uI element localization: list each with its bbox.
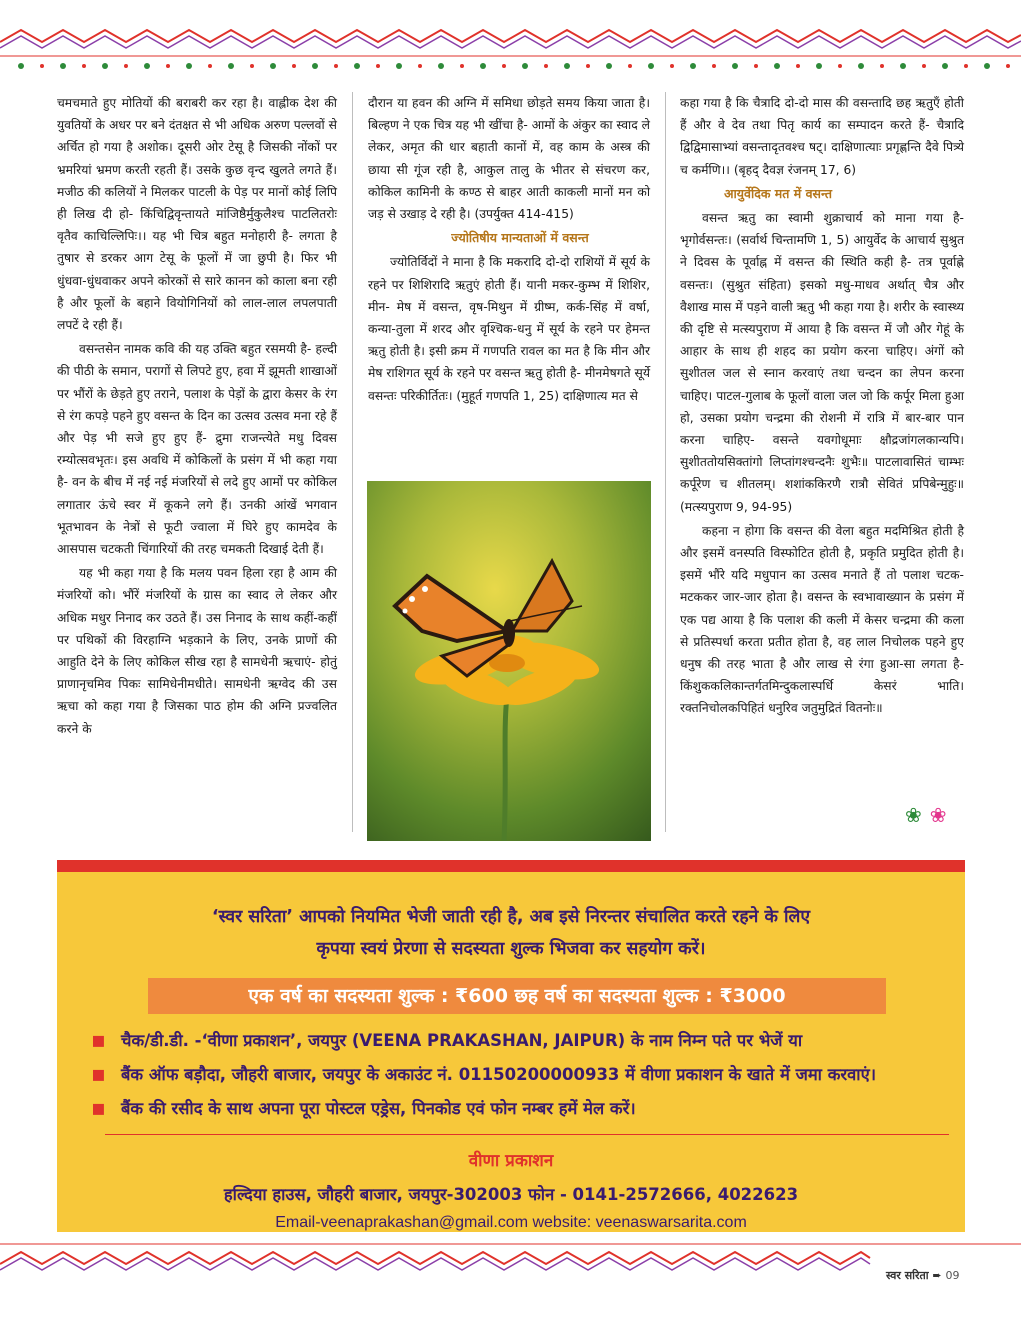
- banner-line-1: ‘स्वर सरिता’ आपको नियमित भेजी जाती रही है, अब इसे निरन्तर संचालित करते रहने के लिए: [211, 907, 811, 927]
- column-divider: [665, 92, 666, 832]
- list-item: ▪ बैंक की रसीद के साथ अपना पूरा पोस्टल एड्रेस, पिनकोड एवं फोन नम्बर हमें मेल करें।: [87, 1092, 957, 1126]
- banner-divider: [105, 1134, 949, 1135]
- page-number: 09: [945, 1269, 960, 1282]
- section-heading: आयुर्वेदिक मत में वसन्त: [724, 185, 832, 201]
- subscription-banner: [57, 872, 965, 1232]
- column-divider: [352, 92, 353, 832]
- list-item: ▪ बैंक ऑफ बड़ौदा, जौहरी बाजार, जयपुर के अकाउंट नं. 01150200000933 में वीणा प्रकाशन के खाते में जमा करवाएं।: [87, 1058, 957, 1092]
- flower-ornament-icon: [905, 805, 947, 825]
- paragraph: दौरान या हवन की अग्नि में समिधा छोड़ते समय किया जाता है। बिल्हण ने एक चित्र यह भी खींचा है- आमों के अंकुर का स्वाद ले लेकर, अमृत की धार बहाती कानों में, वह काम के अस्त्र की छाया सी गूंज रही है, आकुल तालु के भीतर से संचरण कर, कोकिल कामिनी के कण्ठ से बाहर आती काकली मानों मन को जड़ से उखाड़ दे रही है। (उपर्युक्त 414-415): [368, 96, 651, 222]
- payment-instructions: [87, 1024, 957, 1126]
- butterfly-photo: [367, 481, 651, 841]
- paragraph: यह भी कहा गया है कि मलय पवन हिला रहा है आम की मंजरियों को। भौंरें मंजरियों के ग्रास का स्वाद ले लेकर और अधिक मधुर निनाद कर उठते हैं। उस निनाद के साथ कहीं-कहीं पर पथिकों की विरहाग्नि भड़काने के लिए, उनके प्राणों की आहुति देने के लिए कोकिल सीख रहा है सामधेनी ऋचाएं- होतुं प्राणानृचमिव पिकः सामिधेनीमधीते। सामधेनी ऋग्वेद की उस ऋचा को कहा गया है जिसका पाठ होम की अग्नि प्रज्वलित करने के: [57, 566, 337, 736]
- paragraph: कहा गया है कि चैत्रादि दो-दो मास की वसन्तादि छह ऋतुएँ होती हैं और वे देव तथा पितृ कार्य का सम्पादन करते हैं- चैत्रादि द्विद्विमासाभ्यां वसन्तादृतवश्च षट्। दाक्षिणात्याः प्रगृह्णन्ति दैवे पित्र्ये च कर्मणि।। (बृहद् दैवज्ञ रंजनम् 17, 6): [680, 96, 964, 177]
- article-column-2: [368, 92, 650, 407]
- banner-top-stripe: [57, 860, 965, 872]
- paragraph: ज्योतिर्विदों ने माना है कि मकरादि दो-दो राशियों में सूर्य के रहने पर शिशिरादि ऋतुएं होती हैं। यानी मकर-कुम्भ में शिशिर, मीन- मेष में वसन्त, वृष-मिथुन में ग्रीष्म, कर्क-सिंह में वर्षा, कन्या-तुला में शरद और वृश्चिक-धनु में सूर्य के रहने पर हेमन्त ऋतु होती है। इसी क्रम में गणपति रावल का मत है कि मीन और मेष राशिगत सूर्य के रहने पर वसन्त ऋतु होती है- मीनमेषगते सूर्ये वसन्तः परिकीर्तितः। (मुहूर्त गणपति 1, 25) दाक्षिणात्य मत से: [368, 255, 650, 403]
- green-flower-icon: ❀: [905, 803, 922, 827]
- paragraph: वसन्त ऋतु का स्वामी शुक्राचार्य को माना गया है- भृगोर्वसन्तः। (सर्वार्थ चिन्तामणि 1, 5) आयुर्वेद के आचार्य सुश्रुत ने दिवस के पूर्वाह्न में वसन्त की स्थिति कही है- तत्र पूर्वाह्णे वसन्तः। (सुश्रुत संहिता) इसको मधु-माधव अर्थात् चैत्र और वैशाख मास में पड़ने वाली ऋतु भी कहा गया है। शरीर के स्वास्थ्य की दृष्टि से मत्स्यपुराण में आया है कि वसन्त में जौ और गेहूं के आहार के साथ ही शहद का प्रयोग करना चाहिए। अंगों को सुशीतल जल से स्नान करवाएं तथा चन्दन का लेपन करना चाहिए। पाटल-गुलाब के फूलों वाला जल जो कि कर्पूर मिला हुआ हो, उसका प्रयोग चन्द्रमा की रोशनी में रात्रि में बार-बार पान करना चाहिए- वसन्ते यवगोधूमाः क्षौद्रजांगलकान्यपि। सुशीततोयसिक्तांगो लिप्तांगश्चन्दनैः शुभैः॥ पाटलावासितं चाम्भः कर्पूरेण च शीतलम्। शशांककिरणै रात्रौ सेवितं प्रपिबेन्मुहुः॥ (मत्स्यपुराण 9, 94-95): [680, 211, 964, 514]
- paragraph: वसन्तसेन नामक कवि की यह उक्ति बहुत रसमयी है- हल्दी की पीठी के समान, परागों से लिपटे हुए, हवा में झूमती शाखाओं पर भौंरों के छेड़ते हुए तराने, पलाश के पेड़ों के द्वारा केसर के रंग से रंग कपड़े पहने हुए वसन्त के दिन का उत्सव उत्सव मना रहे हैं और पेड़ भी सजे हुए हुए हैं- द्रुमा राजन्त्येते मधु दिवस रम्योत्सवभृतः। इस अवधि में कोकिलों के प्रसंग में भी कहा गया है- वन के बीच में नई नई मंजरियों से लदे हुए आमों पर कोकिल लगातार ऊंचे स्वर में कूकने लगे हैं। उनकी आंखें भगवान भूतभावन के नेत्रों से फूटी ज्वाला में घिरे हुए कामदेव के आसपास चटकती चिंगारियों की तरह चमकती दिखाई देती हैं।: [57, 342, 337, 557]
- magazine-name: स्वर सरिता: [886, 1269, 929, 1282]
- subscription-fee: एक वर्ष का सदस्यता शुल्क : ₹600 छह वर्ष का सदस्यता शुल्क : ₹3000: [148, 978, 886, 1014]
- publisher-contact[interactable]: Email-veenaprakashan@gmail.com website: veenaswarsarita.com: [275, 1214, 747, 1231]
- section-heading: ज्योतिषीय मान्यताओं में वसन्त: [451, 230, 589, 246]
- list-item: ▪ चैक/डी.डी. -‘वीणा प्रकाशन’, जयपुर (VEENA PRAKASHAN, JAIPUR) के नाम निम्न पते पर भेजें या: [87, 1024, 957, 1058]
- arrow-icon: ➨: [932, 1269, 942, 1282]
- article-column-3: [680, 92, 964, 720]
- top-decorative-border: [0, 28, 1021, 76]
- publisher-name: वीणा प्रकाशन: [468, 1151, 554, 1171]
- page-footer: [886, 1268, 960, 1283]
- pink-flower-icon: ❀: [929, 803, 947, 827]
- bottom-decorative-border: [0, 1238, 1021, 1278]
- article-column-1: [57, 92, 337, 740]
- paragraph: कहना न होगा कि वसन्त की वेला बहुत मदमिश्रित होती है और इसमें वनस्पति विस्फोटित होती है, प्रकृति प्रमुदित होती है। इसमें भौंरे यदि मधुपान का उत्सव मनाते हैं तो पलाश चटक-मटककर जार-जार होता है। वसन्त के स्वभावाख्यान के प्रसंग में एक पद्य आया है कि पलाश की कली में केसर चन्द्रमा की कला से प्रतिस्पर्धा करता प्रतीत होता है, वह लाल निचोलक पहने हुए धनुष की तरह भाता है और लाख से रंगा हुआ-सा लगता है- किंशुककलिकान्तर्गतमिन्दुकलास्पर्धि केसरं भाति। रक्तनिचोलकपिहितं धनुरिव जतुमुद्रितं वितनोः॥: [680, 523, 964, 716]
- paragraph: चमचमाते हुए मोतियों की बराबरी कर रहा है। वाह्लीक देश की युवतियों के अधर पर बने दंतक्षत से भी अधिक अरुण पल्लवों से अर्चित हो गया है अशोक। दूसरी ओर टेसू है जिसकी नोंकों पर भ्रमरियां भ्रमण करती रहती हैं। उसके कुछ वृन्द खुलते लगते हैं। मजीठ की कलियों ने मिलकर पाटली के पेड़ पर मानों कोई लिपि ही लिख दी हो- किंचिद्विवृन्तायते मांजिष्ठैर्मुकुलैश्च पाटलितरोः वृतैव काचिल्लिपिः।। यह भी चित्र बहुत मनोहारी है- लगता है तुषार से डरकर आग टेसू के फूलों में जा छुपी है। फिर भी धुंधवा-धुंधवाकर अपने कोरकों से सारे कानन को काला बना रही है और फूलों के बहाने वियोगिनियों को लाल-लाल लपलपाती लपटें दे रही हैं।: [57, 96, 337, 333]
- banner-line-2: कृपया स्वयं प्रेरणा से सदस्यता शुल्क भिजवा कर सहयोग करें।: [316, 939, 706, 959]
- publisher-address: हल्दिया हाउस, जौहरी बाजार, जयपुर-302003 फोन - 0141-2572666, 4022623: [223, 1185, 799, 1204]
